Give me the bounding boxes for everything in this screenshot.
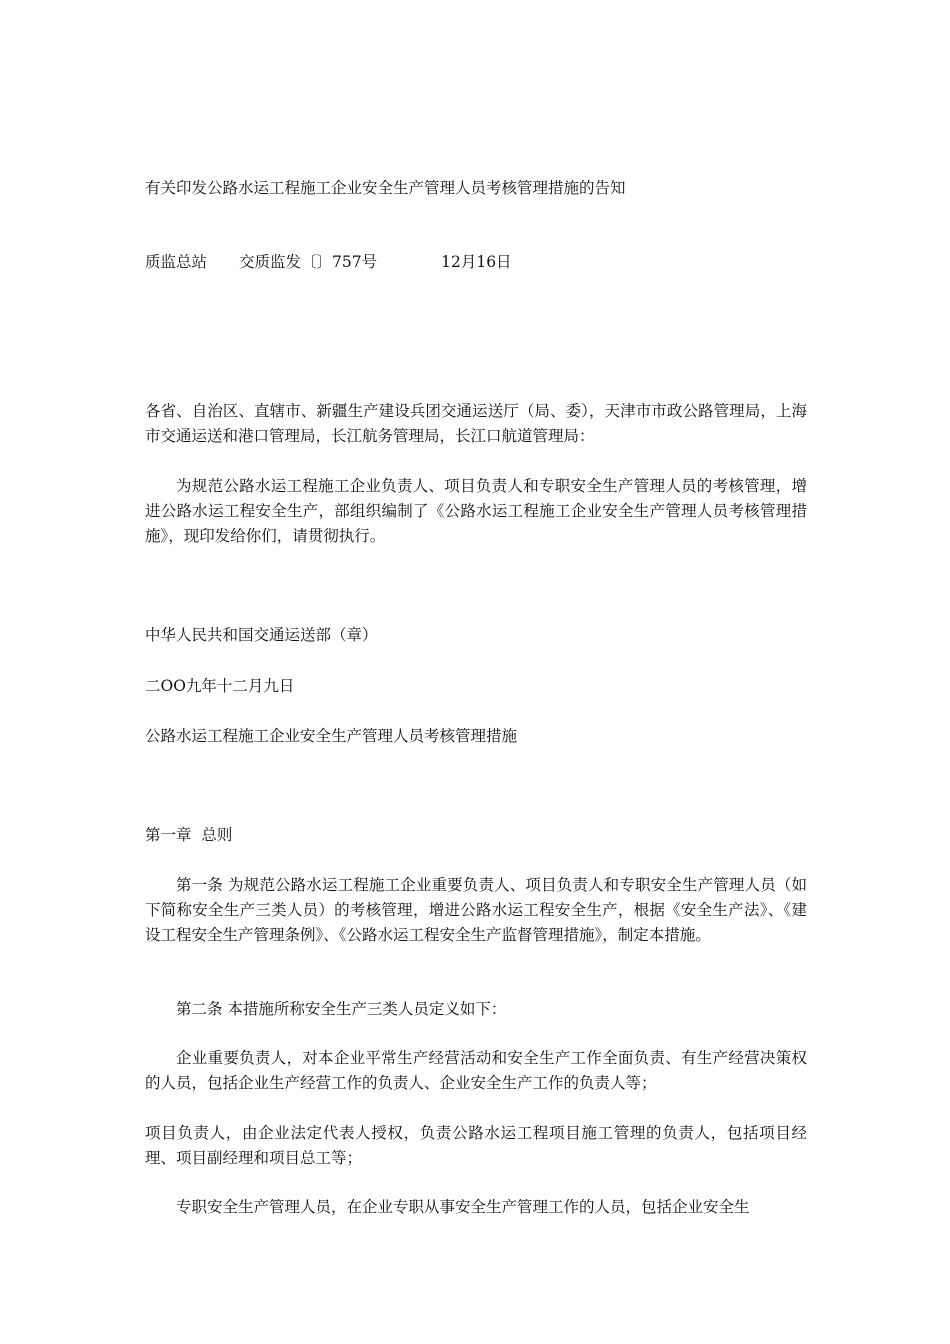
notice-body-paragraph: 为规范公路水运工程施工企业负责人、项目负责人和专职安全生产管理人员的考核管理，增进公路水运工程安全生产，部组织编制了《公路水运工程施工企业安全生产管理人员考核管理措施》，现印发给你们，请贯彻执行。 (145, 477, 807, 545)
article-1-paragraph: 第一条 为规范公路水运工程施工企业重要负责人、项目负责人和专职安全生产管理人员（如下简称安全生产三类人员）的考核管理，增进公路水运工程安全生产，根据《安全生产法》、《建设工程安全生产管理条例》、《公路水运工程安全生产监督管理措施》，制定本措施。 (145, 876, 807, 944)
definition-safety-staff: 专职安全生产管理人员，在企业专职从事安全生产管理工作的人员，包括企业安全生 (176, 1198, 750, 1216)
addressees-paragraph: 各省、自治区、直辖市、新疆生产建设兵团交通运送厅（局、委），天津市市政公路管理局，上海市交通运送和港口管理局，长江航务管理局，长江口航道管理局： (145, 402, 807, 445)
definition-project-head: 项目负责人，由企业法定代表人授权，负责公路水运工程项目施工管理的负责人，包括项目经理、项目副经理和项目总工等； (145, 1124, 807, 1167)
chapter-heading: 第一章 总则 (145, 826, 233, 844)
document-meta (145, 250, 810, 275)
issue-date: 12月16日 (441, 253, 512, 271)
document-title: 有关印发公路水运工程施工企业安全生产管理人员考核管理措施的告知 (145, 179, 626, 197)
document-number: 交质监发〔〕757号 (239, 253, 378, 271)
sign-date: 二OO九年十二月九日 (145, 677, 295, 695)
definition-enterprise-head: 企业重要负责人，对本企业平常生产经营活动和安全生产工作全面负责、有生产经营决策权的人员，包括企业生产经营工作的负责人、企业安全生产工作的负责人等； (145, 1049, 807, 1092)
issuer: 质监总站 (145, 253, 208, 271)
signature: 中华人民共和国交通运送部（章） (145, 626, 378, 644)
measures-title: 公路水运工程施工企业安全生产管理人员考核管理措施 (145, 727, 518, 745)
article-2-paragraph: 第二条 本措施所称安全生产三类人员定义如下： (176, 1000, 507, 1018)
